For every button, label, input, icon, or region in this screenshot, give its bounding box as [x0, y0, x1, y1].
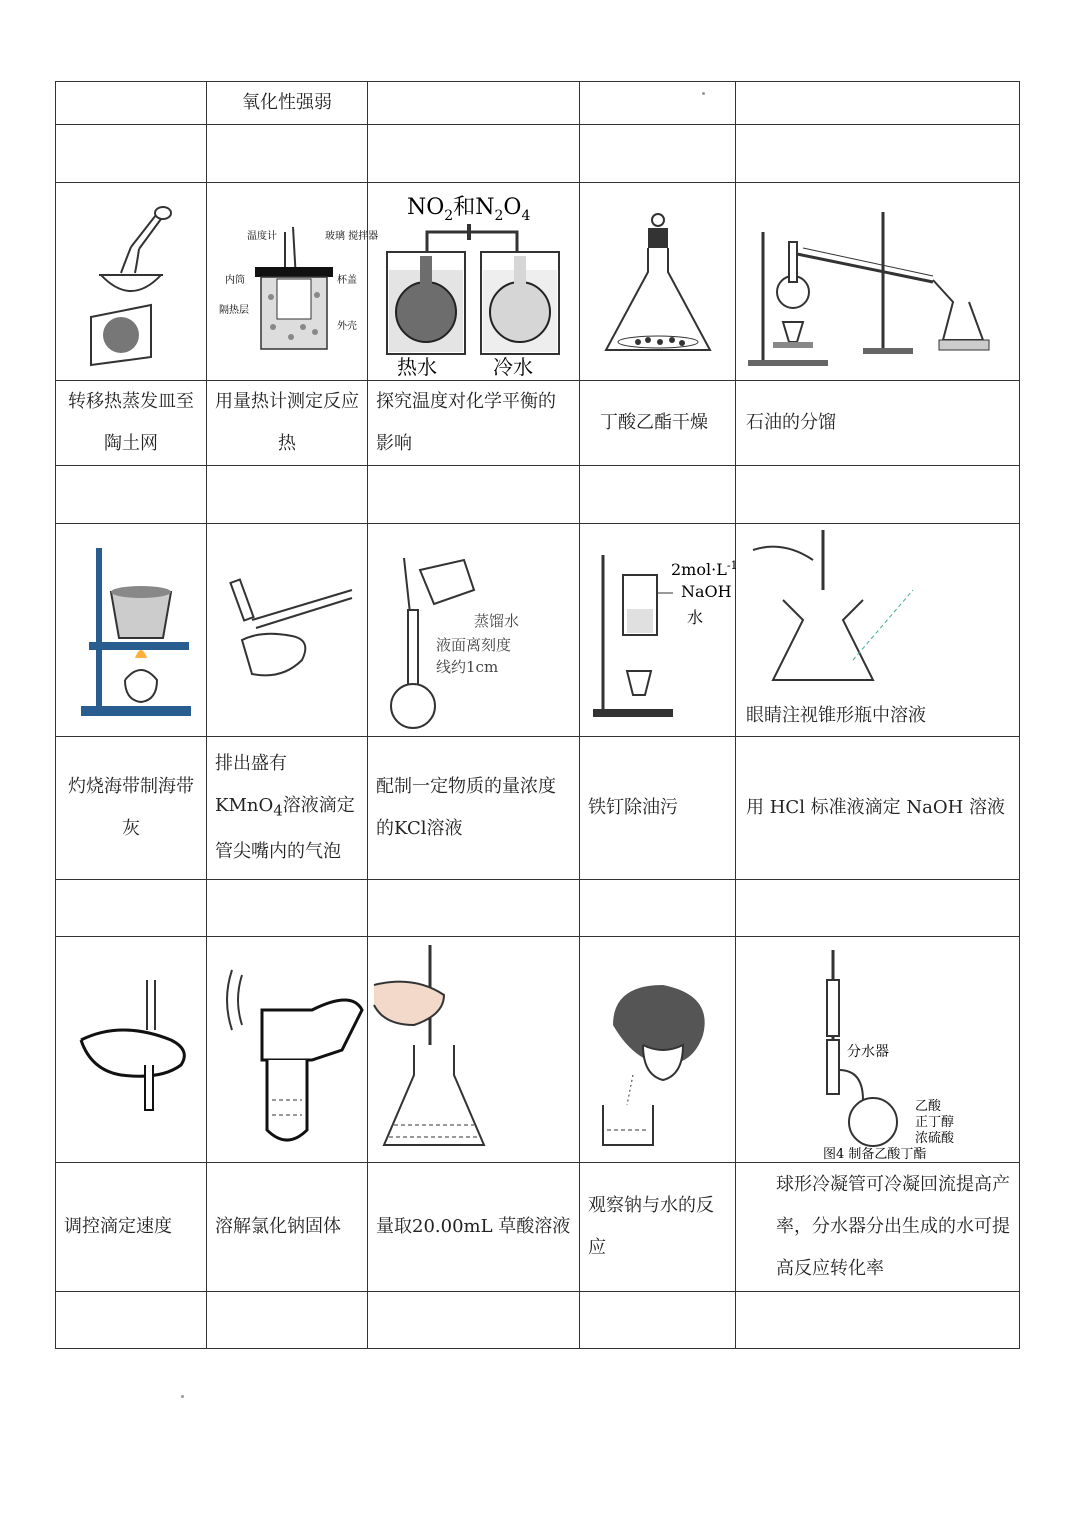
- figure-cell: [56, 183, 207, 381]
- figure-row: [56, 937, 1020, 1163]
- formula-sub: 4: [520, 207, 530, 224]
- reflux-diagram: [743, 940, 1013, 1160]
- caption-text: 转移热蒸发皿至陶土网: [68, 391, 194, 454]
- caption-text: 观察钠与水的反应: [588, 1195, 714, 1258]
- formula-part: O: [502, 194, 521, 220]
- titration-caption: 眼睛注视锥形瓶中溶液: [746, 705, 926, 726]
- separator-label: 分水器: [846, 1043, 889, 1060]
- butanol-label: 正丁醇: [914, 1114, 954, 1130]
- conc-label: 2mol·L: [670, 560, 727, 579]
- caption-text: 溶解氯化钠固体: [215, 1216, 341, 1237]
- table-row: [56, 125, 1020, 183]
- figure-row: [56, 183, 1020, 381]
- evaporating-dish-tongs-icon: [61, 187, 201, 377]
- caption-part: 溶液滴定管尖嘴内的气泡: [215, 794, 355, 863]
- caption-text: 石油的分馏: [746, 412, 836, 433]
- inner-tube-label: 内筒: [225, 274, 245, 286]
- caption-text: 探究温度对化学平衡的影响: [376, 391, 556, 454]
- decorative-dot: [702, 92, 705, 95]
- caption-text: 调控滴定速度: [64, 1216, 172, 1237]
- formula-sub: 2: [493, 207, 503, 224]
- level-label: 液面离刻度: [435, 636, 511, 654]
- thermometer-label: 温度计: [247, 230, 277, 242]
- caption-row: [56, 381, 1020, 466]
- titration-control-hand-icon: [61, 970, 201, 1130]
- water-label: 水: [686, 608, 703, 627]
- figure-row: [56, 524, 1020, 737]
- caption-text: 丁酸乙酯干燥: [600, 412, 708, 433]
- naoh-label: NaOH: [680, 582, 732, 601]
- stirrer-label: 玻璃 搅拌器: [325, 230, 379, 242]
- table-row: [56, 82, 1020, 125]
- sulfuric-label: 浓硫酸: [914, 1130, 954, 1146]
- formula-part: 和N: [452, 194, 494, 220]
- caption-row: [56, 1163, 1020, 1292]
- insulation-label: 隔热层: [219, 304, 249, 316]
- test-tube-shaking-icon: [212, 950, 362, 1150]
- buret-bubble-removal-icon: [212, 550, 362, 710]
- lid-label: 杯盖: [337, 274, 357, 286]
- conical-flask-desiccant-icon: [588, 192, 728, 372]
- table-cell: [56, 82, 207, 125]
- hot-water-label: 热水: [396, 354, 437, 379]
- table-cell: [368, 82, 580, 125]
- table-cell: [580, 82, 736, 125]
- calorimeter-diagram: [207, 187, 379, 377]
- outer-shell-label: 外壳: [337, 320, 357, 332]
- figure-caption: 图4 制备乙酸丁酯: [822, 1146, 926, 1162]
- caption-text: 球形冷凝管可冷凝回流提高产率，分水器分出生成的水可提高反应转化率: [776, 1174, 1010, 1279]
- caption-row: [56, 737, 1020, 880]
- acid-label: 乙酸: [914, 1098, 941, 1114]
- caption-text: 用 HCl 标准液滴定 NaOH 溶液: [746, 797, 1006, 818]
- decorative-dot: [181, 1395, 184, 1398]
- volumetric-flask-diagram: [374, 530, 574, 730]
- caption-text: 铁钉除油污: [588, 797, 678, 818]
- conc-sup: -1: [726, 559, 738, 572]
- figure-cell: [736, 183, 1020, 381]
- figure-cell: [368, 183, 580, 381]
- table-cell: [207, 82, 368, 125]
- crucible-burner-icon: [61, 530, 201, 730]
- caption-sub: 4: [273, 801, 283, 820]
- figure-cell: [207, 183, 379, 381]
- table-row: [56, 466, 1020, 524]
- caption-text: 灼烧海带制海带灰: [68, 776, 194, 839]
- distillation-apparatus-icon: [743, 192, 1013, 372]
- pipette-flask-icon: [374, 945, 574, 1155]
- caption-text: [207, 743, 367, 874]
- caption-text: 用量热计测定反应热: [215, 391, 359, 454]
- equilibrium-diagram: [369, 184, 579, 380]
- line-label: 线约1cm: [435, 658, 498, 676]
- caption-part: 排出盛有 KMnO: [215, 752, 287, 816]
- table-row: [56, 880, 1020, 937]
- svg-text:NO2和N2O4: [407, 195, 530, 224]
- observer-beaker-icon: [583, 955, 733, 1145]
- caption-text: 配制一定物质的量浓度的KCl溶液: [376, 776, 556, 839]
- cell-text: 氧化性强弱: [242, 92, 332, 113]
- cold-water-label: 冷水: [492, 354, 533, 379]
- svg-text:2mol·L-1: [671, 559, 738, 579]
- figure-cell: [580, 183, 736, 381]
- table-cell: [736, 82, 1020, 125]
- iron-nail-apparatus: [583, 535, 738, 725]
- formula-part: NO: [406, 194, 444, 220]
- table-row: [56, 1292, 1020, 1349]
- distilled-water-label: 蒸馏水: [473, 612, 519, 630]
- experiment-table: [55, 81, 1020, 1349]
- titration-diagram: [743, 530, 1013, 700]
- caption-text: 量取20.00mL 草酸溶液: [376, 1216, 571, 1237]
- formula-sub: 2: [443, 207, 453, 224]
